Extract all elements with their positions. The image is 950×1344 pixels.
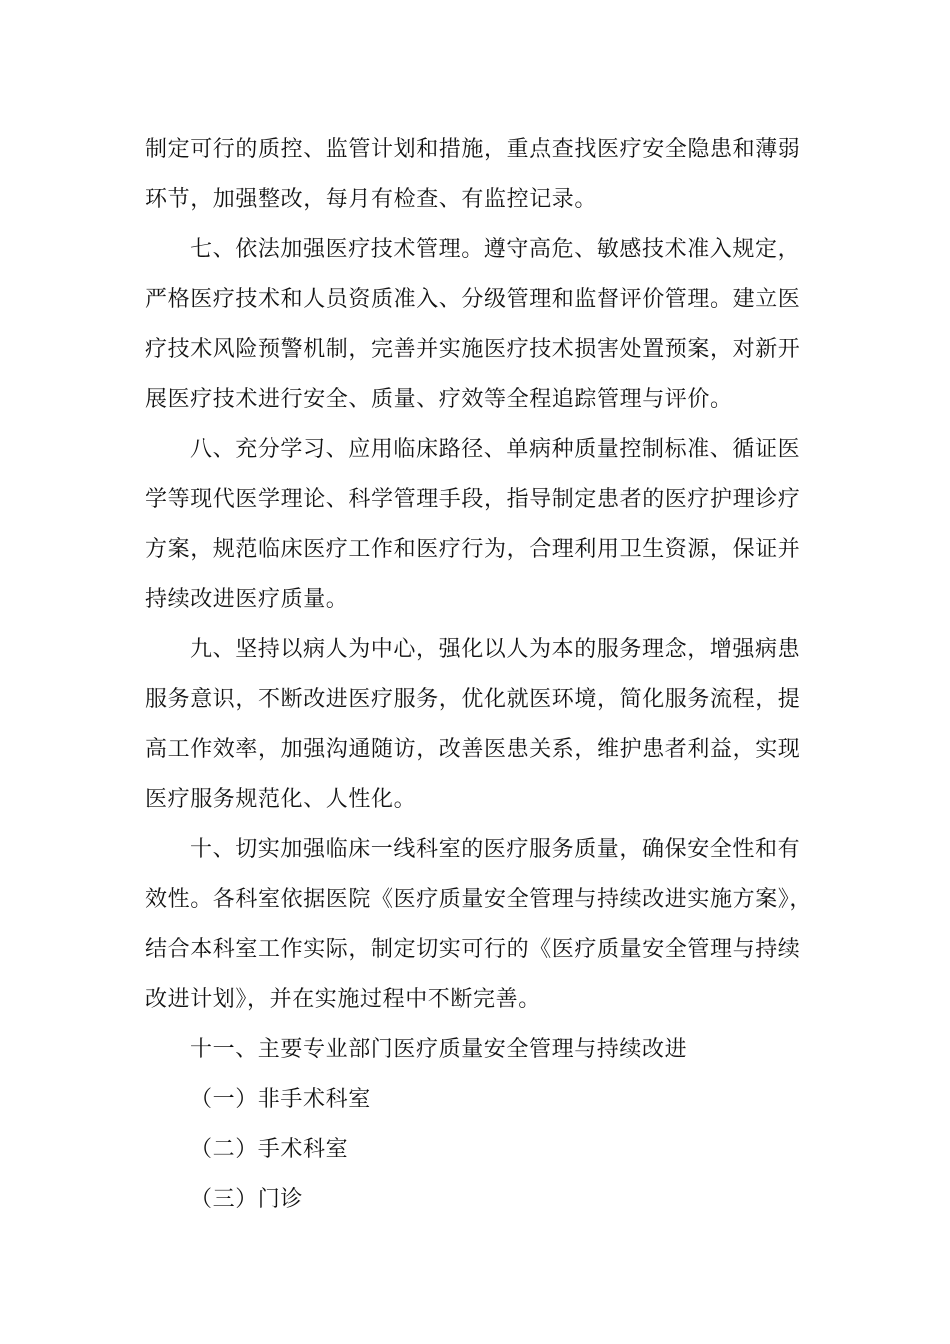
subsection-2-heading: （二）手术科室: [190, 1137, 349, 1162]
paragraph-10-line-3: 结合本科室工作实际，制定切实可行的《医疗质量安全管理与持续: [145, 937, 801, 962]
paragraph-9-line-3: 高工作效率，加强沟通随访，改善医患关系，维护患者利益，实现: [145, 737, 801, 762]
paragraph-8-line-2: 学等现代医学理论、科学管理手段，指导制定患者的医疗护理诊疗: [145, 487, 801, 512]
paragraph-9-line-4: 医疗服务规范化、人性化。: [145, 787, 417, 812]
paragraph-7-line-3: 疗技术风险预警机制，完善并实施医疗技术损害处置预案，对新开: [145, 337, 801, 362]
section-11-heading: 十一、主要专业部门医疗质量安全管理与持续改进: [190, 1037, 688, 1062]
paragraph-7-line-2: 严格医疗技术和人员资质准入、分级管理和监督评价管理。建立医: [145, 287, 801, 312]
paragraph-6-line-2: 环节，加强整改，每月有检查、有监控记录。: [145, 187, 598, 212]
paragraph-10-line-1: 十、切实加强临床一线科室的医疗服务质量，确保安全性和有: [190, 837, 801, 862]
subsection-1-heading: （一）非手术科室: [190, 1087, 371, 1112]
paragraph-8-line-1: 八、充分学习、应用临床路径、单病种质量控制标准、循证医: [190, 437, 801, 462]
subsection-3-heading: （三）门诊: [190, 1187, 304, 1212]
paragraph-9-line-1: 九、坚持以病人为中心，强化以人为本的服务理念，增强病患: [190, 637, 801, 662]
paragraph-8-line-3: 方案，规范临床医疗工作和医疗行为，合理利用卫生资源，保证并: [145, 537, 801, 562]
paragraph-7-line-1: 七、依法加强医疗技术管理。遵守高危、敏感技术准入规定，: [190, 237, 801, 262]
paragraph-6-line-1: 制定可行的质控、监管计划和措施，重点查找医疗安全隐患和薄弱: [145, 137, 801, 162]
paragraph-9-line-2: 服务意识，不断改进医疗服务，优化就医环境，简化服务流程，提: [145, 687, 801, 712]
paragraph-7-line-4: 展医疗技术进行安全、质量、疗效等全程追踪管理与评价。: [145, 387, 733, 412]
paragraph-10-line-2: 效性。各科室依据医院《医疗质量安全管理与持续改进实施方案》，: [145, 887, 813, 912]
paragraph-10-line-4: 改进计划》，并在实施过程中不断完善。: [145, 987, 541, 1012]
paragraph-8-line-4: 持续改进医疗质量。: [145, 587, 349, 612]
